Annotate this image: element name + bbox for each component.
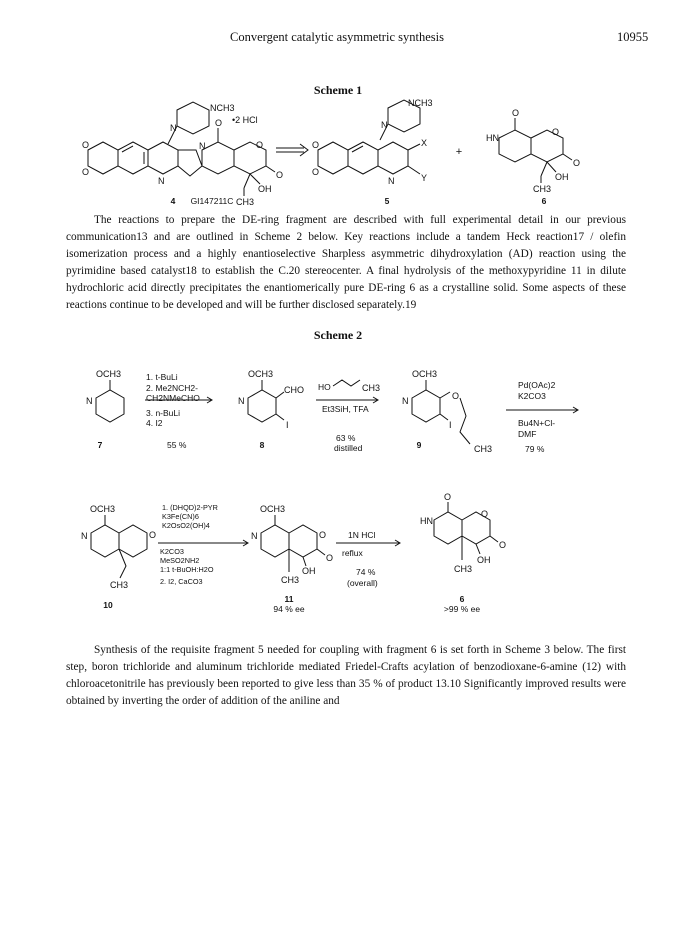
- step3-reagents-above: Pd(OAc)2 K2CO3: [518, 380, 556, 401]
- ch3-label: CH3: [474, 444, 493, 454]
- ch3-label: CH3: [281, 575, 300, 585]
- compound7-number: 7: [97, 440, 103, 450]
- ch3-label: CH3: [236, 197, 255, 207]
- paragraph1-text: The reactions to prepare the DE-ring fragment are described with full experimental detail in our previous communication13 and are outlined in Scheme 2 below. Key reactions include a tandem Heck reaction17 / olefin isomerization process and a highly enantioselective Sharpless asymmetric dihydroxylation (AD) reaction using the pyrimidine based catalyst18 to establish the C.20 stereocenter. A final hydrolysis of the methoxypyridine 11 in dilute hydrochloric acid directly precipitates the enantiomerically pure DE-ring 6 as a crystalline solid. Some aspects of these reactions continue to be developed and will be further disclosed separately.19: [66, 214, 626, 311]
- compound5-number: 5: [384, 196, 390, 206]
- scheme1-title: Scheme 1: [313, 83, 363, 97]
- n-label: N: [86, 396, 93, 406]
- step3-reagents-below: Bu4N+Cl- DMF: [518, 418, 556, 439]
- cho-label: CHO: [284, 385, 304, 395]
- ch3-label: CH3: [454, 564, 473, 574]
- pyridone-ring-6: [434, 512, 462, 544]
- och3-label: OCH3: [260, 504, 286, 514]
- o-label: O: [215, 118, 223, 128]
- i-label: I: [286, 420, 289, 430]
- och3-label: OCH3: [248, 369, 274, 379]
- o-label: O: [552, 127, 560, 137]
- o-label: O: [149, 530, 157, 540]
- n-label: N: [388, 176, 395, 186]
- nch3-label: NCH3: [408, 98, 433, 108]
- step2-yield: 63 %: [336, 433, 356, 443]
- nch3-label: NCH3: [210, 103, 235, 113]
- scheme2-title: Scheme 2: [313, 328, 363, 342]
- och3-label: OCH3: [412, 369, 438, 379]
- step2-above: HO: [318, 382, 331, 392]
- compound10-number: 10: [103, 600, 113, 610]
- compound9-number: 9: [416, 440, 422, 450]
- pyridine-ring-10: [91, 525, 119, 557]
- n-label: N: [170, 123, 177, 133]
- oh-label: OH: [302, 566, 316, 576]
- lactone-ring-11: [289, 525, 317, 557]
- running-header: Convergent catalytic asymmetric synthesis: [230, 30, 444, 44]
- o-label: O: [82, 167, 90, 177]
- o-label: O: [452, 391, 460, 401]
- x-label: X: [421, 138, 428, 148]
- ch3-label: CH3: [110, 580, 129, 590]
- hcl-label: •2 HCl: [232, 115, 258, 125]
- plus-sign: +: [455, 146, 463, 158]
- compound6-number: 6: [541, 196, 547, 206]
- ch3-label: CH3: [533, 184, 552, 194]
- paragraph2-text: Synthesis of the requisite fragment 5 needed for coupling with fragment 6 is set forth in Scheme 3 below. The first step, boron trichloride and aluminum trichloride mediated Friedel-Crafts acylation of benzodioxane-6-amine (12) with chloroacetonitrile has previously been reported to give less than 35 % of product 13.10 Significantly improved results were obtained by inverting the order of addition of the aniline and: [66, 644, 626, 707]
- body-paragraph-2: [66, 642, 626, 710]
- compound11-ee: 94 % ee: [273, 604, 305, 614]
- o-label: O: [573, 158, 581, 168]
- compound4-name: GI147211C: [190, 196, 234, 206]
- o-label: O: [481, 509, 489, 519]
- step2-below: Et3SiH, TFA: [322, 404, 369, 414]
- n-label: N: [158, 176, 165, 186]
- n-label: N: [81, 531, 88, 541]
- och3-label: OCH3: [90, 504, 116, 514]
- pyran-ring-10: [119, 525, 147, 557]
- step5-above: 1N HCl: [348, 530, 376, 540]
- och3-label: OCH3: [96, 369, 122, 379]
- step5-yield: 74 %: [356, 567, 376, 577]
- n-label: N: [199, 141, 206, 151]
- oh-label: OH: [477, 555, 491, 565]
- o-label: O: [319, 530, 327, 540]
- n-label: N: [238, 396, 245, 406]
- i-label: I: [449, 420, 452, 430]
- oh-label: OH: [258, 184, 272, 194]
- compound6-ee: >99 % ee: [443, 604, 481, 614]
- ch3-label: CH3: [362, 383, 381, 393]
- step2-note: distilled: [334, 443, 363, 453]
- o-label: O: [444, 492, 452, 502]
- n-label: N: [251, 531, 258, 541]
- step3-yield: 79 %: [525, 444, 545, 454]
- n-label: N: [381, 120, 388, 130]
- o-label: O: [256, 140, 264, 150]
- o-label: O: [499, 540, 507, 550]
- step4-reagents-above: 1. (DHQD)2-PYR K3Fe(CN)6 K2OsO2(OH)4: [162, 503, 218, 530]
- hn-label: HN: [486, 133, 499, 143]
- compound6-number-scheme2: 6: [459, 594, 465, 604]
- step5-below: reflux: [342, 548, 363, 558]
- o-label: O: [312, 140, 320, 150]
- y-label: Y: [421, 173, 428, 183]
- step5-note: (overall): [347, 578, 378, 588]
- step1-yield: 55 %: [167, 440, 187, 450]
- oh-label: OH: [555, 172, 569, 182]
- hn-label: HN: [420, 516, 433, 526]
- o-label: O: [276, 170, 284, 180]
- o-label: O: [82, 140, 90, 150]
- o-label: O: [326, 553, 334, 563]
- n-label: N: [402, 396, 409, 406]
- o-label: O: [312, 167, 320, 177]
- step1-reagents: 1. t-BuLi 2. Me2NCH2- CH2NMeCHO 3. n-BuLi 4. I2: [146, 372, 200, 428]
- step4-reagents-below: K2CO3 MeSO2NH2 1:1 t-BuOH:H2O 2. I2, CaCO3: [160, 547, 214, 586]
- compound4-number: 4: [170, 196, 176, 206]
- pyridine-ring-11: [261, 525, 289, 557]
- o-label: O: [512, 108, 520, 118]
- compound11-number: 11: [284, 594, 294, 604]
- compound8-number: 8: [259, 440, 265, 450]
- page-number: 10955: [617, 30, 649, 44]
